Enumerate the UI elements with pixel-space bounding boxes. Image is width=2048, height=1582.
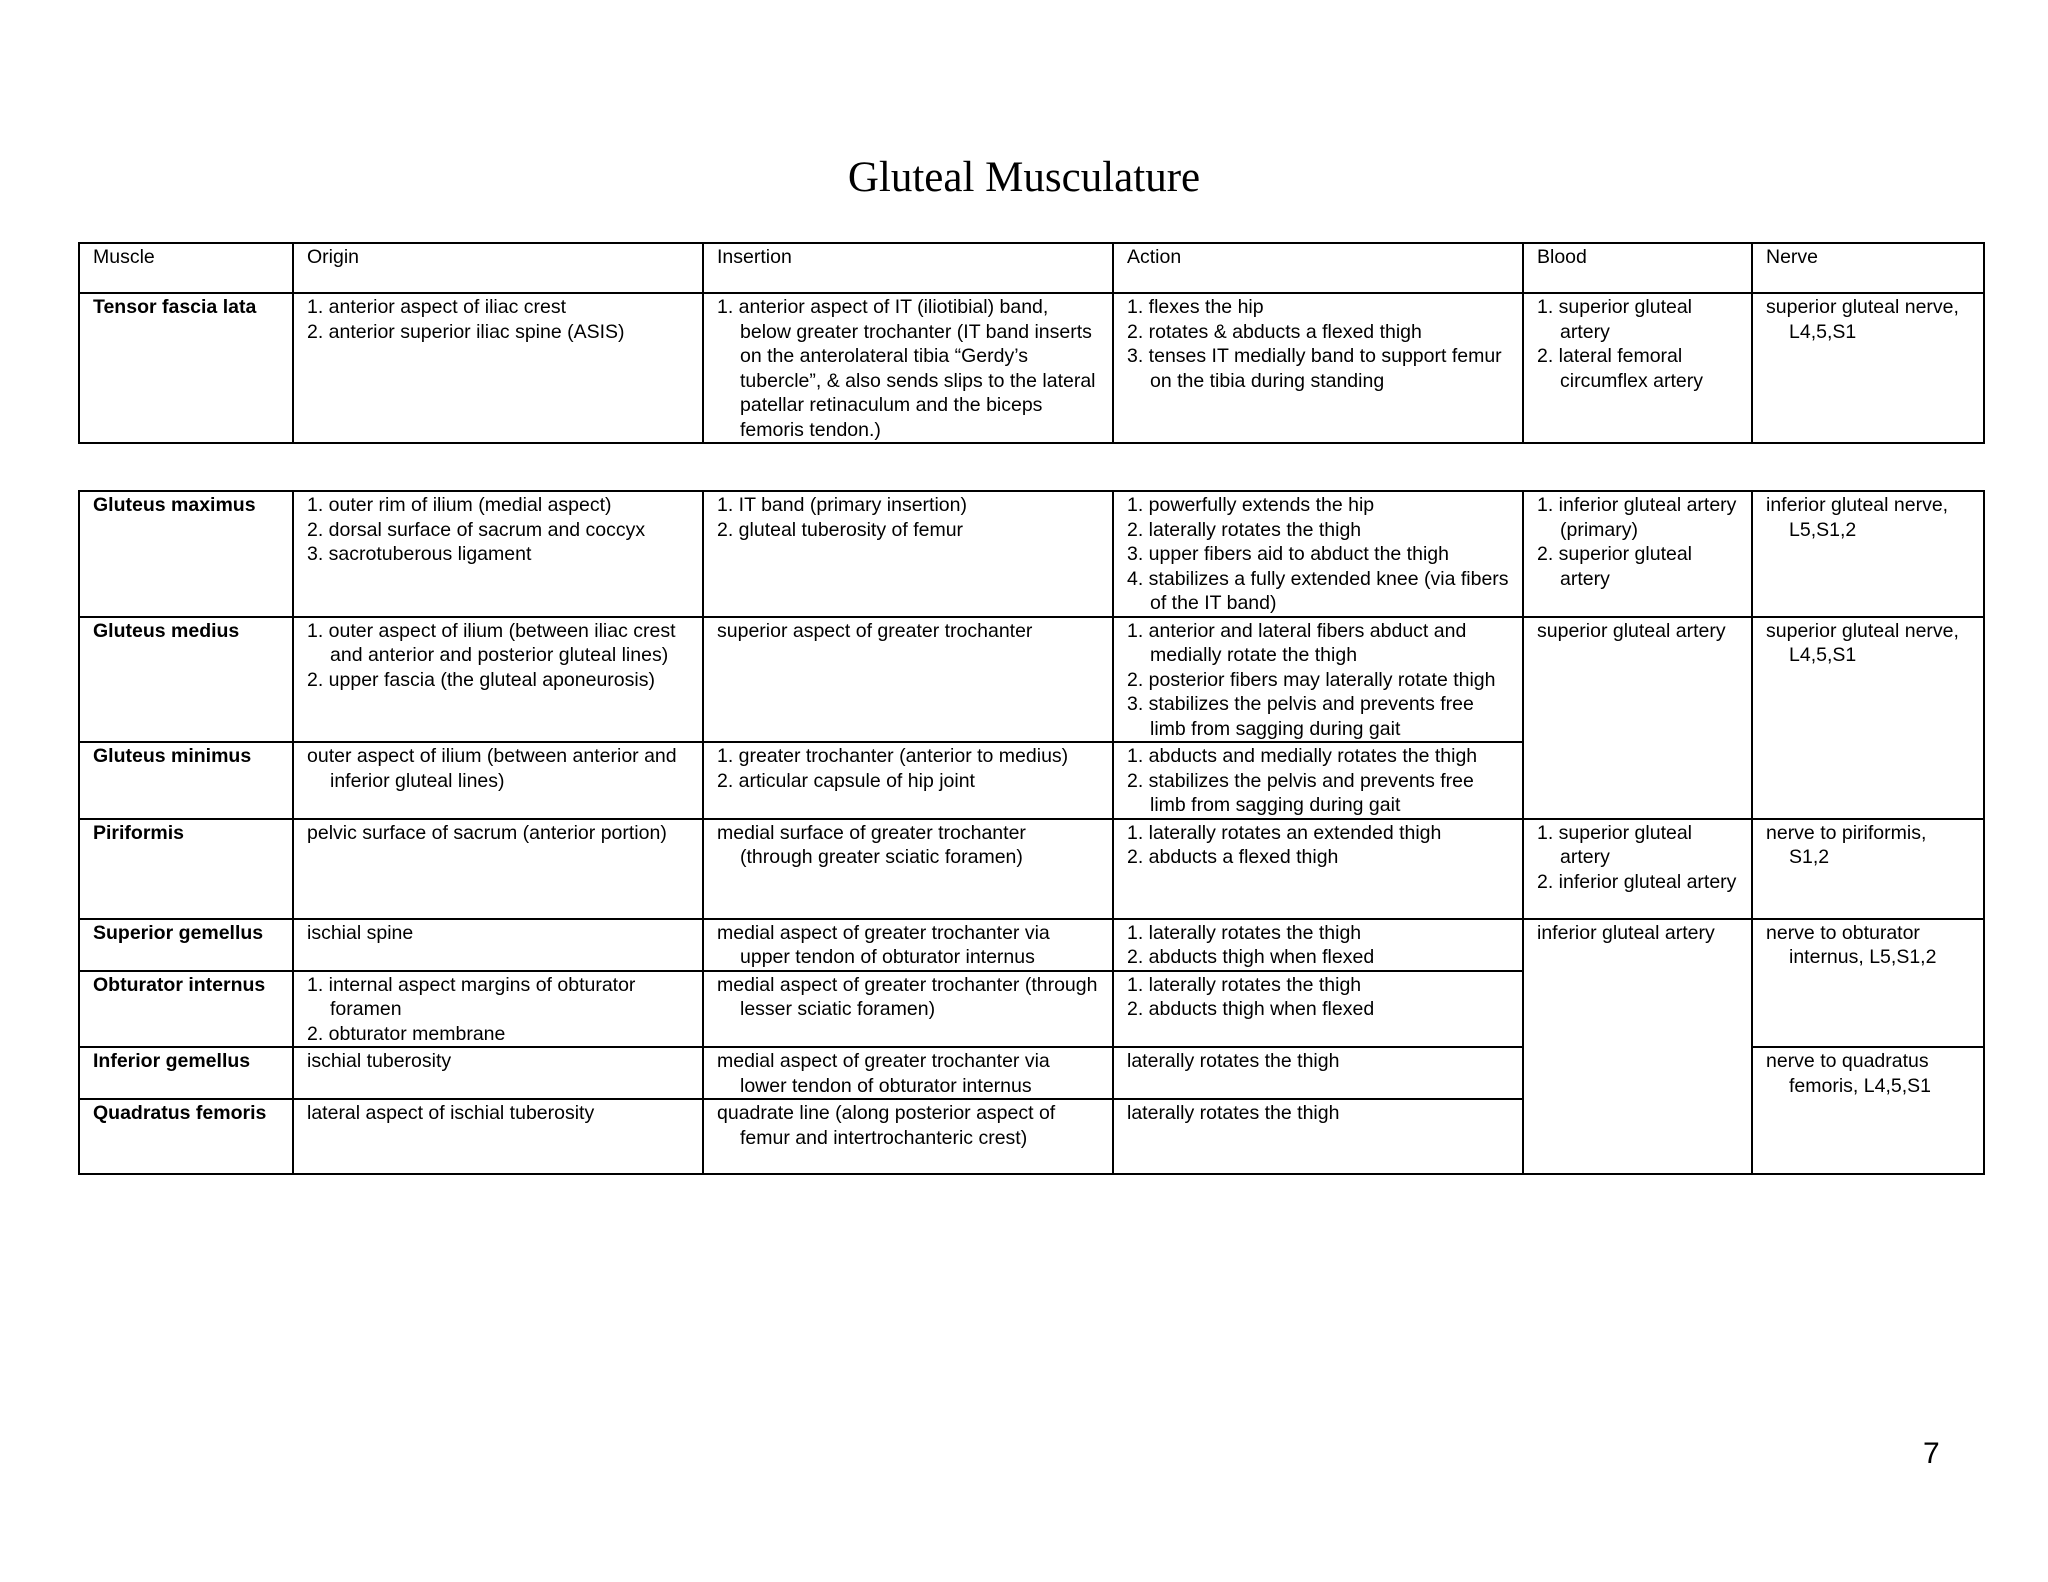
muscle-name: Quadratus femoris [79,1099,293,1174]
insertion-line: 2. articular capsule of hip joint [717,769,975,792]
origin-cell [293,742,703,819]
blood-line: 2. lateral femoral circumflex artery [1537,345,1704,392]
nerve-line: superior gluteal nerve, L4,5,S1 [1766,296,1959,343]
action-cell [1113,491,1523,617]
action-line: 1. flexes the hip [1127,296,1264,318]
table-row [79,919,1984,971]
origin-line: outer aspect of ilium (between anterior and inferior gluteal lines) [307,745,677,792]
insertion-line: 1. IT band (primary insertion) [717,494,967,516]
origin-line: 2. anterior superior iliac spine (ASIS) [307,320,625,343]
blood-cell [1523,293,1752,443]
action-line: 3. upper fibers aid to abduct the thigh [1127,543,1449,565]
origin-line: 3. sacrotuberous ligament [307,543,532,565]
action-cell [1113,1099,1523,1174]
table-row [79,491,1984,617]
nerve-line: inferior gluteal nerve, L5,S1,2 [1766,494,1949,541]
action-cell [1113,293,1523,443]
header-row [79,243,1984,293]
header-muscle: Muscle [79,243,293,293]
blood-line: 2. inferior gluteal artery [1537,870,1737,893]
origin-cell [293,1047,703,1099]
insertion-line: medial aspect of greater trochanter (through lesser sciatic foramen) [717,973,1098,1020]
action-line: 1. powerfully extends the hip [1127,494,1375,516]
action-line: 1. laterally rotates the thigh [1127,973,1362,996]
header-insertion: Insertion [703,243,1113,293]
insertion-line: medial surface of greater trochanter (through greater sciatic foramen) [717,821,1026,868]
blood-line: 1. superior gluteal artery [1537,821,1693,868]
origin-cell [293,819,703,919]
action-line: laterally rotates the thigh [1127,1102,1340,1124]
origin-line: 2. obturator membrane [307,1022,506,1045]
nerve-line: nerve to piriformis, S1,2 [1766,821,1927,868]
action-line: 2. posterior fibers may laterally rotate thigh [1127,668,1496,691]
origin-line: ischial tuberosity [307,1050,452,1072]
origin-line: pelvic surface of sacrum (anterior portion) [307,821,667,844]
blood-line: inferior gluteal artery [1537,921,1715,944]
insertion-cell [703,491,1113,617]
insertion-line: quadrate line (along posterior aspect of femur and intertrochanteric crest) [717,1102,1056,1149]
tensor-fascia-lata-table [78,242,1985,444]
origin-cell [293,971,703,1048]
blood-line: 1. superior gluteal artery [1537,296,1693,343]
action-line: 2. rotates & abducts a flexed thigh [1127,320,1422,343]
origin-line: 2. upper fascia (the gluteal aponeurosis) [307,668,655,691]
action-line: 2. abducts a flexed thigh [1127,846,1339,868]
insertion-cell [703,742,1113,819]
insertion-cell [703,617,1113,743]
nerve-cell [1752,819,1984,919]
origin-line: 1. outer aspect of ilium (between iliac crest and anterior and posterior gluteal lines) [307,619,676,666]
page-number: 7 [1923,1437,1940,1470]
insertion-line: 1. greater trochanter (anterior to medius) [717,745,1069,767]
action-line: 3. stabilizes the pelvis and prevents free limb from sagging during gait [1127,693,1474,740]
action-line: 4. stabilizes a fully extended knee (via fibers of the IT band) [1127,567,1509,614]
insertion-cell [703,819,1113,919]
muscle-name: Gluteus medius [79,617,293,743]
insertion-cell [703,1047,1113,1099]
nerve-cell [1752,617,1984,819]
origin-line: 1. anterior aspect of iliac crest [307,296,567,318]
origin-cell [293,491,703,617]
table-row [79,819,1984,919]
action-line: 3. tenses IT medially band to support femur on the tibia during standing [1127,345,1502,392]
blood-line: 1. inferior gluteal artery (primary) [1537,494,1737,541]
action-cell [1113,1047,1523,1099]
insertion-line: 1. anterior aspect of IT (iliotibial) band, below greater trochanter (IT band inserts on the anterolateral tibia “Gerdy’s tubercle”, & also sends slips to the lateral patellar retinaculum and the biceps femoris tendon.) [717,296,1096,441]
action-line: 2. laterally rotates the thigh [1127,518,1362,541]
gluteal-muscles-table [78,490,1985,1175]
muscle-name: Gluteus minimus [79,742,293,819]
action-line: 1. anterior and lateral fibers abduct and medially rotate the thigh [1127,619,1467,666]
action-line: laterally rotates the thigh [1127,1050,1340,1072]
document-title: Gluteal Musculature [847,154,1201,201]
insertion-line: medial aspect of greater trochanter via lower tendon of obturator internus [717,1050,1050,1097]
origin-cell [293,617,703,743]
insertion-line: medial aspect of greater trochanter via upper tendon of obturator internus [717,921,1050,968]
blood-cell [1523,617,1752,819]
nerve-cell [1752,919,1984,1048]
origin-cell [293,293,703,443]
origin-cell [293,919,703,971]
header-origin: Origin [293,243,703,293]
insertion-line: 2. gluteal tuberosity of femur [717,518,964,541]
origin-line: ischial spine [307,921,414,944]
action-line: 1. laterally rotates an extended thigh [1127,821,1442,844]
header-nerve: Nerve [1752,243,1984,293]
origin-line: lateral aspect of ischial tuberosity [307,1102,595,1124]
nerve-line: nerve to obturator internus, L5,S1,2 [1766,921,1937,968]
insertion-cell [703,919,1113,971]
nerve-cell [1752,293,1984,443]
muscle-name: Obturator internus [79,971,293,1048]
action-line: 1. laterally rotates the thigh [1127,921,1362,944]
header-blood: Blood [1523,243,1752,293]
blood-line: 2. superior gluteal artery [1537,543,1693,590]
insertion-line: superior aspect of greater trochanter [717,619,1033,642]
action-cell [1113,617,1523,743]
action-cell [1113,919,1523,971]
nerve-cell [1752,1047,1984,1174]
insertion-cell [703,293,1113,443]
header-action: Action [1113,243,1523,293]
insertion-cell [703,971,1113,1048]
muscle-name: Gluteus maximus [79,491,293,617]
action-line: 2. abducts thigh when flexed [1127,998,1375,1020]
table-row [79,617,1984,743]
nerve-cell [1752,491,1984,617]
table-row [79,293,1984,443]
muscle-name: Superior gemellus [79,919,293,971]
origin-line: 1. internal aspect margins of obturator foramen [307,973,636,1020]
action-line: 2. stabilizes the pelvis and prevents free limb from sagging during gait [1127,769,1474,816]
insertion-cell [703,1099,1113,1174]
blood-cell [1523,491,1752,617]
action-line: 2. abducts thigh when flexed [1127,946,1375,968]
origin-line: 1. outer rim of ilium (medial aspect) [307,494,612,516]
action-cell [1113,742,1523,819]
muscle-name: Tensor fascia lata [79,293,293,443]
origin-line: 2. dorsal surface of sacrum and coccyx [307,518,646,541]
action-cell [1113,971,1523,1048]
blood-cell [1523,919,1752,1175]
muscle-name: Piriformis [79,819,293,919]
nerve-line: nerve to quadratus femoris, L4,5,S1 [1766,1050,1931,1097]
origin-cell [293,1099,703,1174]
blood-line: superior gluteal artery [1537,619,1726,642]
muscle-name: Inferior gemellus [79,1047,293,1099]
nerve-line: superior gluteal nerve, L4,5,S1 [1766,619,1959,666]
action-cell [1113,819,1523,919]
action-line: 1. abducts and medially rotates the thigh [1127,745,1478,767]
blood-cell [1523,819,1752,919]
